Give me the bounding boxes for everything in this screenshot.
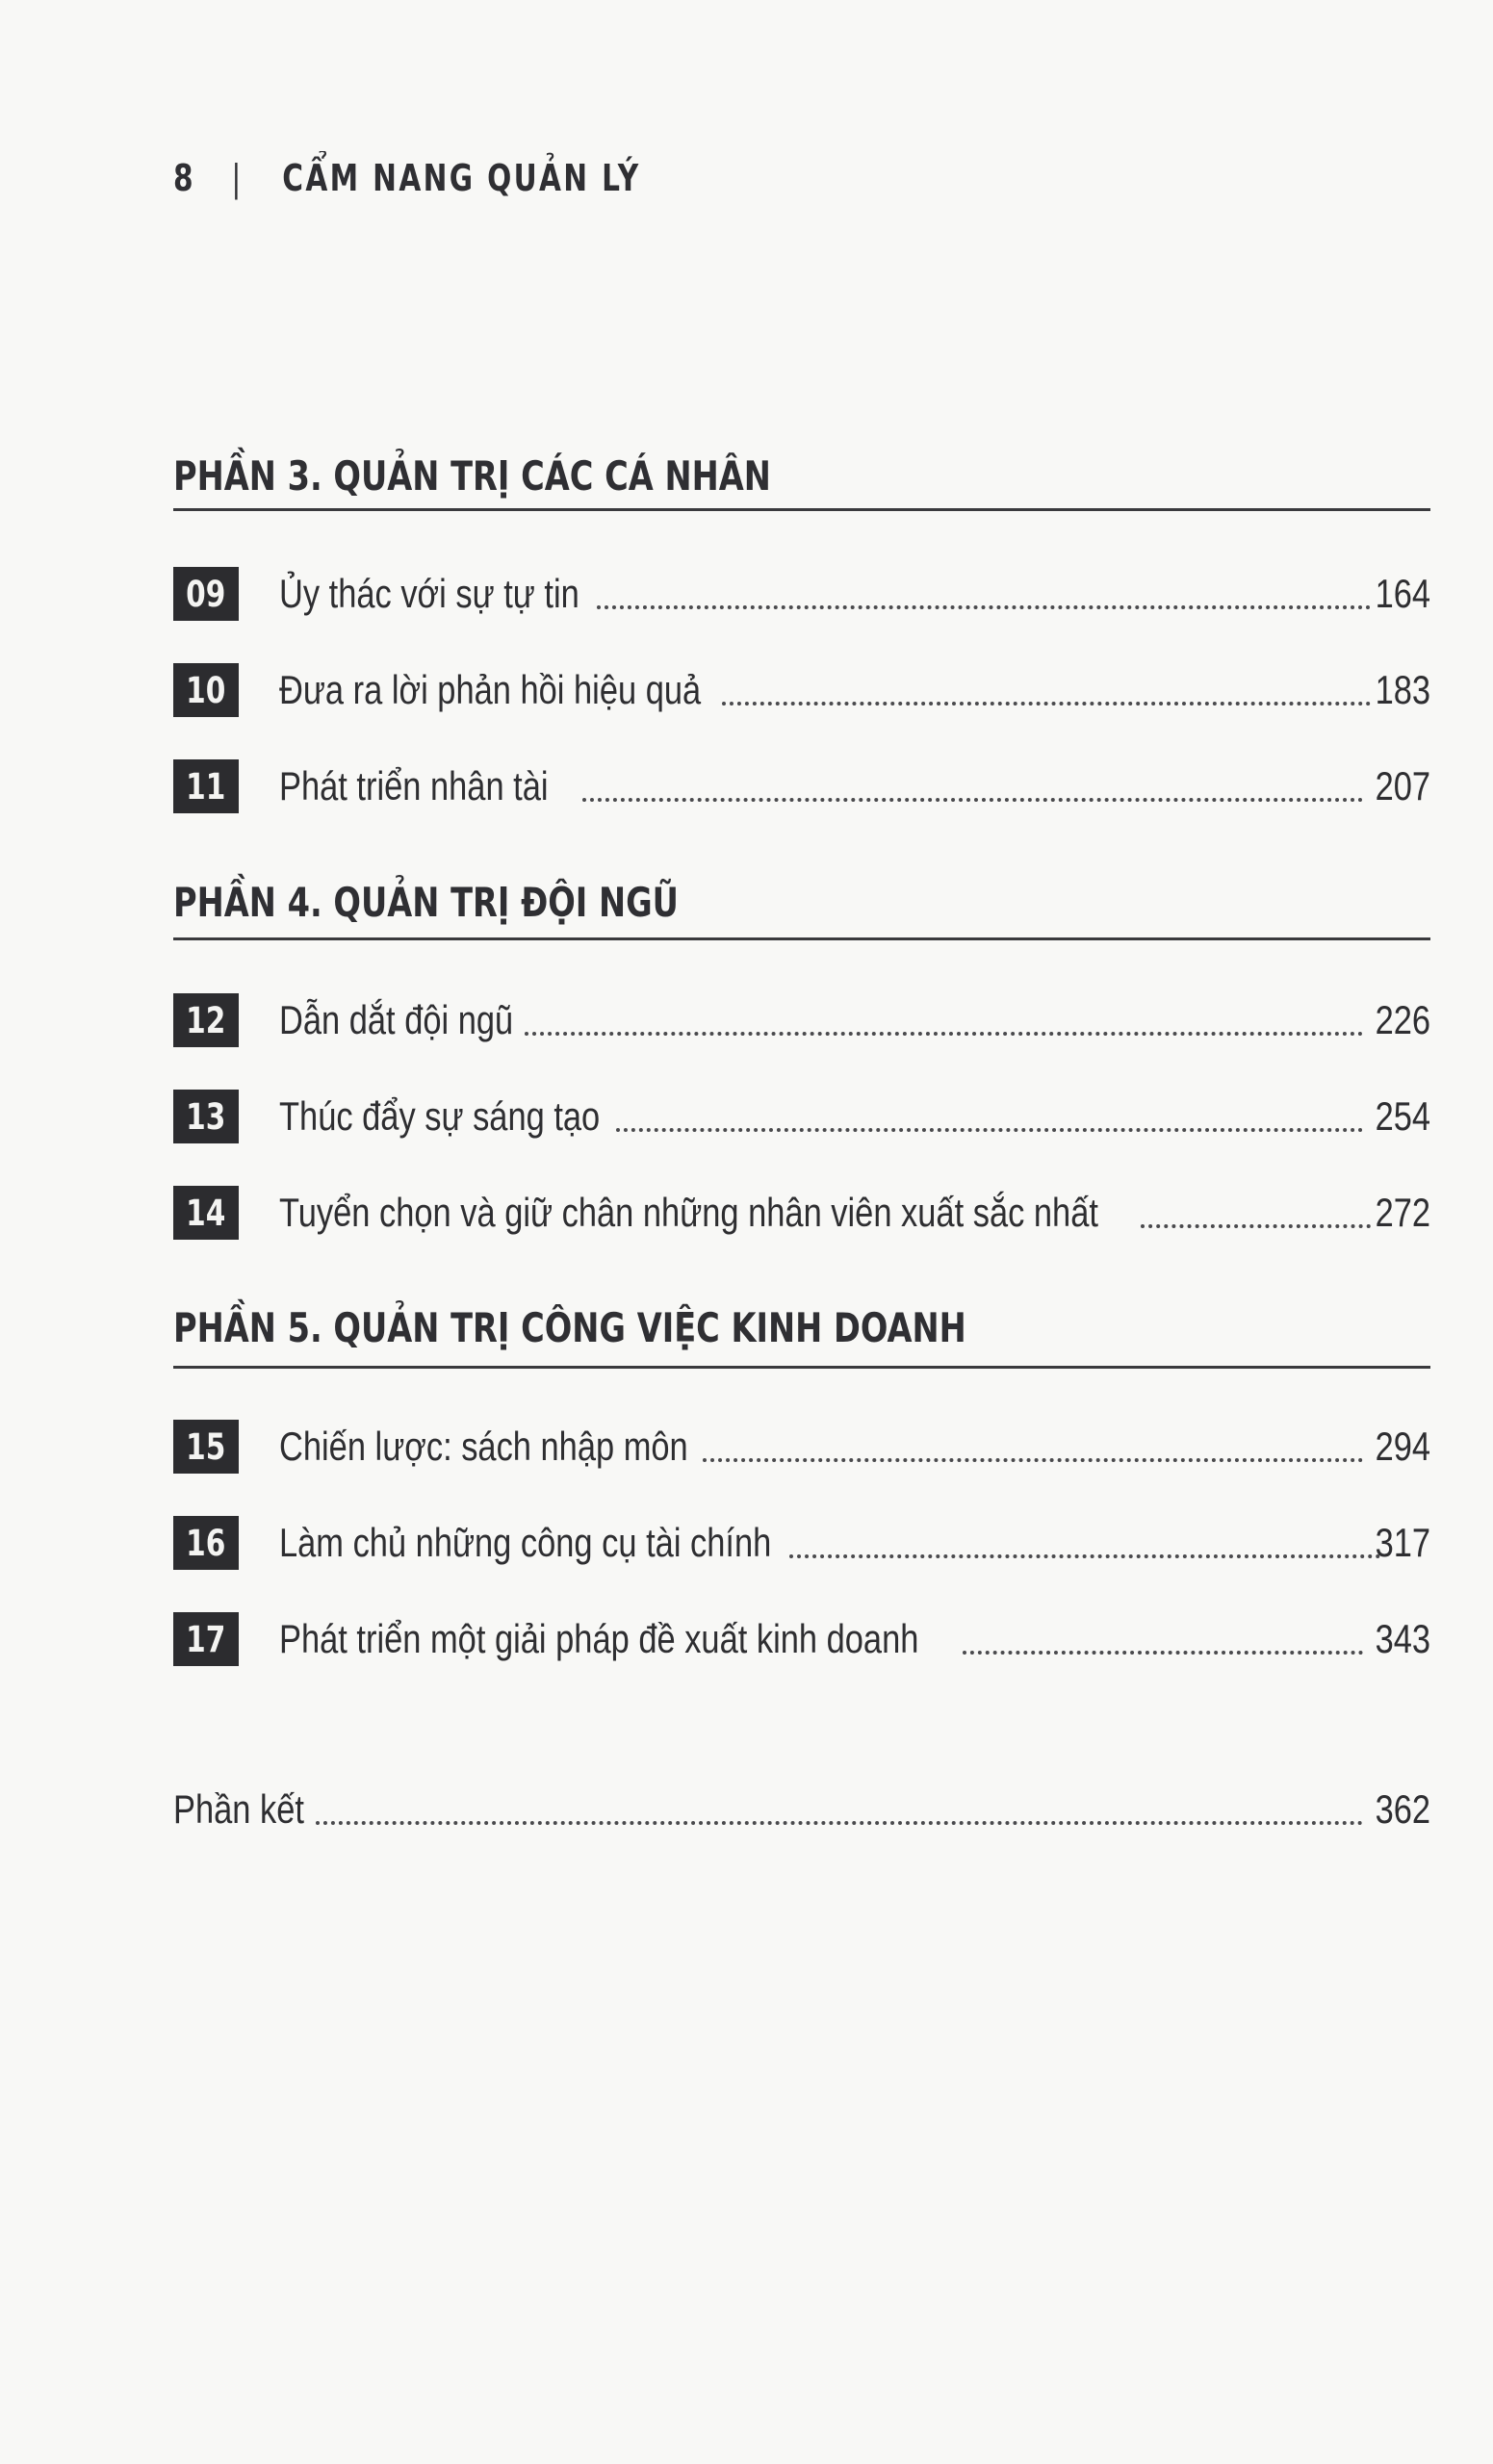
chapter-title: Phát triển một giải pháp đề xuất kinh doanh: [279, 1616, 919, 1661]
chapter-title: Phát triển nhân tài: [279, 763, 549, 808]
dot-leader: [582, 794, 1363, 802]
section-divider: [173, 508, 1430, 511]
toc-section-part-4: [173, 879, 1430, 1235]
chapter-number-badge: 17: [173, 1612, 239, 1666]
page-reference: 254: [1375, 1093, 1430, 1139]
chapter-title: Ủy thác với sự tự tin: [279, 571, 579, 616]
chapter-number-badge: 15: [173, 1420, 239, 1474]
chapter-title: Chiến lược: sách nhập môn: [279, 1424, 688, 1469]
page-reference: 343: [1375, 1616, 1430, 1661]
toc-entry[interactable]: [173, 757, 1430, 815]
chapter-title: Đưa ra lời phản hồi hiệu quả: [279, 667, 702, 712]
toc-section-part-5: [173, 1304, 1430, 1661]
toc-entry[interactable]: [173, 1610, 1430, 1668]
dot-leader: [525, 1028, 1363, 1036]
dot-leader: [616, 1124, 1363, 1132]
section-heading: PHẦN 5. QUẢN TRỊ CÔNG VIỆC KINH DOANH: [173, 1304, 966, 1351]
dot-leader: [703, 1454, 1363, 1462]
page-number: 8: [173, 157, 195, 199]
closing-title: Phần kết: [173, 1786, 304, 1832]
chapter-number-badge: 10: [173, 663, 239, 717]
toc-entry[interactable]: [173, 1514, 1430, 1572]
page-reference: 272: [1375, 1190, 1430, 1235]
running-header: [173, 149, 641, 207]
section-divider: [173, 1366, 1430, 1369]
chapter-number-badge: 13: [173, 1090, 239, 1143]
book-title: CẨM NANG QUẢN LÝ: [282, 157, 641, 199]
chapter-number-badge: 16: [173, 1516, 239, 1570]
dot-leader: [597, 602, 1371, 609]
page-reference: 164: [1375, 571, 1430, 616]
dot-leader: [722, 698, 1371, 706]
dot-leader: [963, 1647, 1363, 1655]
page-reference: 207: [1375, 763, 1430, 808]
toc-entry[interactable]: [173, 1184, 1430, 1242]
toc-entry[interactable]: [173, 991, 1430, 1049]
page-reference: 226: [1375, 997, 1430, 1042]
page-reference: 362: [1375, 1786, 1430, 1832]
page-reference: 183: [1375, 667, 1430, 712]
toc-entry[interactable]: [173, 1418, 1430, 1476]
chapter-number-badge: 09: [173, 567, 239, 621]
chapter-number-badge: 12: [173, 993, 239, 1047]
chapter-number-badge: 14: [173, 1186, 239, 1240]
dot-leader: [1141, 1220, 1371, 1228]
toc-entry[interactable]: [173, 565, 1430, 623]
section-heading: PHẦN 4. QUẢN TRỊ ĐỘI NGŨ: [173, 879, 679, 926]
toc-section-part-3: [173, 452, 1430, 808]
dot-leader: [789, 1551, 1380, 1558]
chapter-title: Làm chủ những công cụ tài chính: [279, 1520, 772, 1565]
page-reference: 294: [1375, 1424, 1430, 1469]
header-separator: |: [231, 157, 244, 199]
chapter-title: Thúc đẩy sự sáng tạo: [279, 1093, 601, 1139]
page-reference: 317: [1375, 1520, 1430, 1565]
chapter-title: Tuyển chọn và giữ chân những nhân viên xuất sắc nhất: [279, 1190, 1098, 1235]
section-divider: [173, 937, 1430, 940]
toc-entry[interactable]: [173, 661, 1430, 719]
dot-leader: [316, 1817, 1363, 1825]
chapter-title: Dẫn dắt đội ngũ: [279, 997, 514, 1042]
section-heading: PHẦN 3. QUẢN TRỊ CÁC CÁ NHÂN: [173, 452, 771, 500]
chapter-number-badge: 11: [173, 759, 239, 813]
toc-entry-closing[interactable]: [173, 1781, 1430, 1838]
toc-entry[interactable]: [173, 1088, 1430, 1145]
